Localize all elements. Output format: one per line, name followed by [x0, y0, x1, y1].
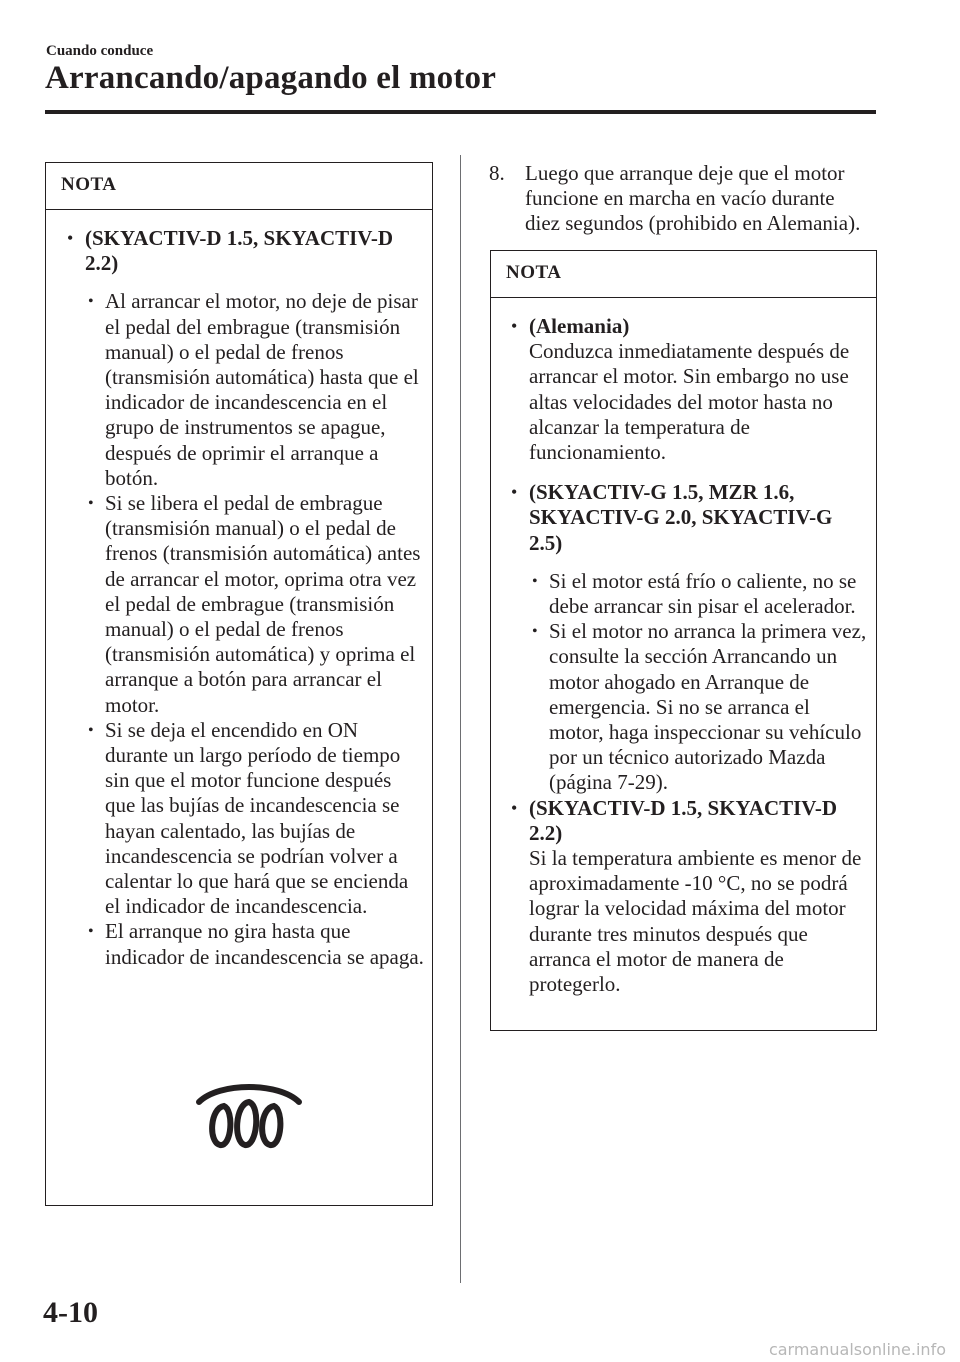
bullet-icon: • — [88, 495, 94, 513]
bullet-icon: • — [532, 623, 538, 641]
bullet-icon: • — [88, 721, 94, 739]
note-subitem-text: Si se libera el pedal de embrague (transmisión manual) o el pedal de frenos (transmisión automática) antes de arrancar el motor, oprima otra vez el pedal de embrague (transmisión manual) o el pedal de frenos (transmisión automática) y oprima el arranque a botón para arrancar el motor. — [105, 491, 421, 717]
bullet-icon: • — [511, 316, 518, 336]
note-item — [511, 795, 868, 998]
step-number: 8. — [489, 161, 505, 185]
note-subitem-text: Si se deja el encendido en ON durante un largo período de tiempo sin que el motor funcione después que las bujías de incandescencia se hayan calentado, las bujías de incandescencia se podrían volver a calentar lo que hará que se encienda el indicador de incandescencia. — [105, 717, 409, 919]
note-item — [511, 480, 868, 556]
page-title: Arrancando/apagando el motor — [45, 60, 497, 96]
note-subitem-text: Al arrancar el motor, no deje de pisar el pedal del embrague (transmisión manual) o el pedal de frenos (transmisión automática) hasta que el indicador de incandescencia en el grupo de instrumentos se apague, después de oprimir el arranque a botón. — [105, 289, 419, 490]
note-subitem-text: Si el motor no arranca la primera vez, consulte la sección Arrancando un motor ahogado en Arranque de emergencia. Si no se arranca el motor, haga inspeccionar su vehículo por un técnico autorizado Mazda (página 7-29). — [549, 619, 867, 795]
note-subitem — [532, 568, 868, 619]
note-item-heading: (SKYACTIV-G 1.5, MZR 1.6, SKYACTIV-G 2.0, SKYACTIV-G 2.5) — [529, 480, 833, 555]
note-item-text: Conduzca inmediatamente después de arrancar el motor. Sin embargo no use altas velocidades del motor hasta no alcanzar la temperatura de funcionamiento. — [529, 339, 850, 465]
note-item-heading: (Alemania) — [529, 314, 630, 338]
note-item — [511, 314, 868, 465]
note-item-heading: (SKYACTIV-D 1.5, SKYACTIV-D 2.2) — [85, 226, 394, 276]
bullet-icon: • — [88, 923, 94, 941]
watermark-link[interactable]: carmanualsonline.info — [768, 1340, 946, 1359]
note-body — [491, 298, 876, 997]
note-subitem — [88, 289, 424, 491]
bullet-icon: • — [88, 293, 94, 311]
note-subitem — [532, 619, 868, 795]
note-heading: NOTA — [491, 251, 876, 298]
note-item — [67, 226, 424, 276]
page-number: 4-10 — [43, 1296, 98, 1329]
note-subitem — [88, 717, 424, 920]
note-subitem-text: Si el motor está frío o caliente, no se debe arrancar sin pisar el acelerador. — [549, 568, 857, 619]
bullet-icon: • — [511, 482, 518, 503]
note-item-heading: (SKYACTIV-D 1.5, SKYACTIV-D 2.2) — [529, 795, 838, 845]
column-divider — [460, 155, 461, 1283]
note-subitem-text: El arranque no gira hasta que indicador de incandescencia se apaga. — [105, 919, 424, 969]
note-box-left — [45, 162, 433, 1206]
note-subitem — [88, 491, 424, 718]
bullet-icon: • — [511, 797, 518, 818]
bullet-icon: • — [532, 572, 538, 590]
glow-plug-indicator-icon — [194, 1076, 304, 1150]
note-heading: NOTA — [46, 163, 432, 210]
step-8 — [489, 161, 874, 237]
note-subitem — [88, 919, 424, 969]
step-text: Luego que arranque deje que el motor funcione en marcha en vacío durante diez segundos (prohibido en Alemania). — [525, 161, 861, 236]
bullet-icon: • — [67, 228, 74, 248]
note-body — [46, 210, 432, 970]
header-rule — [45, 110, 876, 114]
section-label: Cuando conduce — [46, 43, 154, 59]
note-box-right — [490, 250, 877, 1031]
note-item-text: Si la temperatura ambiente es menor de aproximadamente -10 °C, no se podrá lograr la velocidad máxima del motor durante tres minutos después que arranca el motor de manera de protegerlo. — [529, 846, 862, 997]
